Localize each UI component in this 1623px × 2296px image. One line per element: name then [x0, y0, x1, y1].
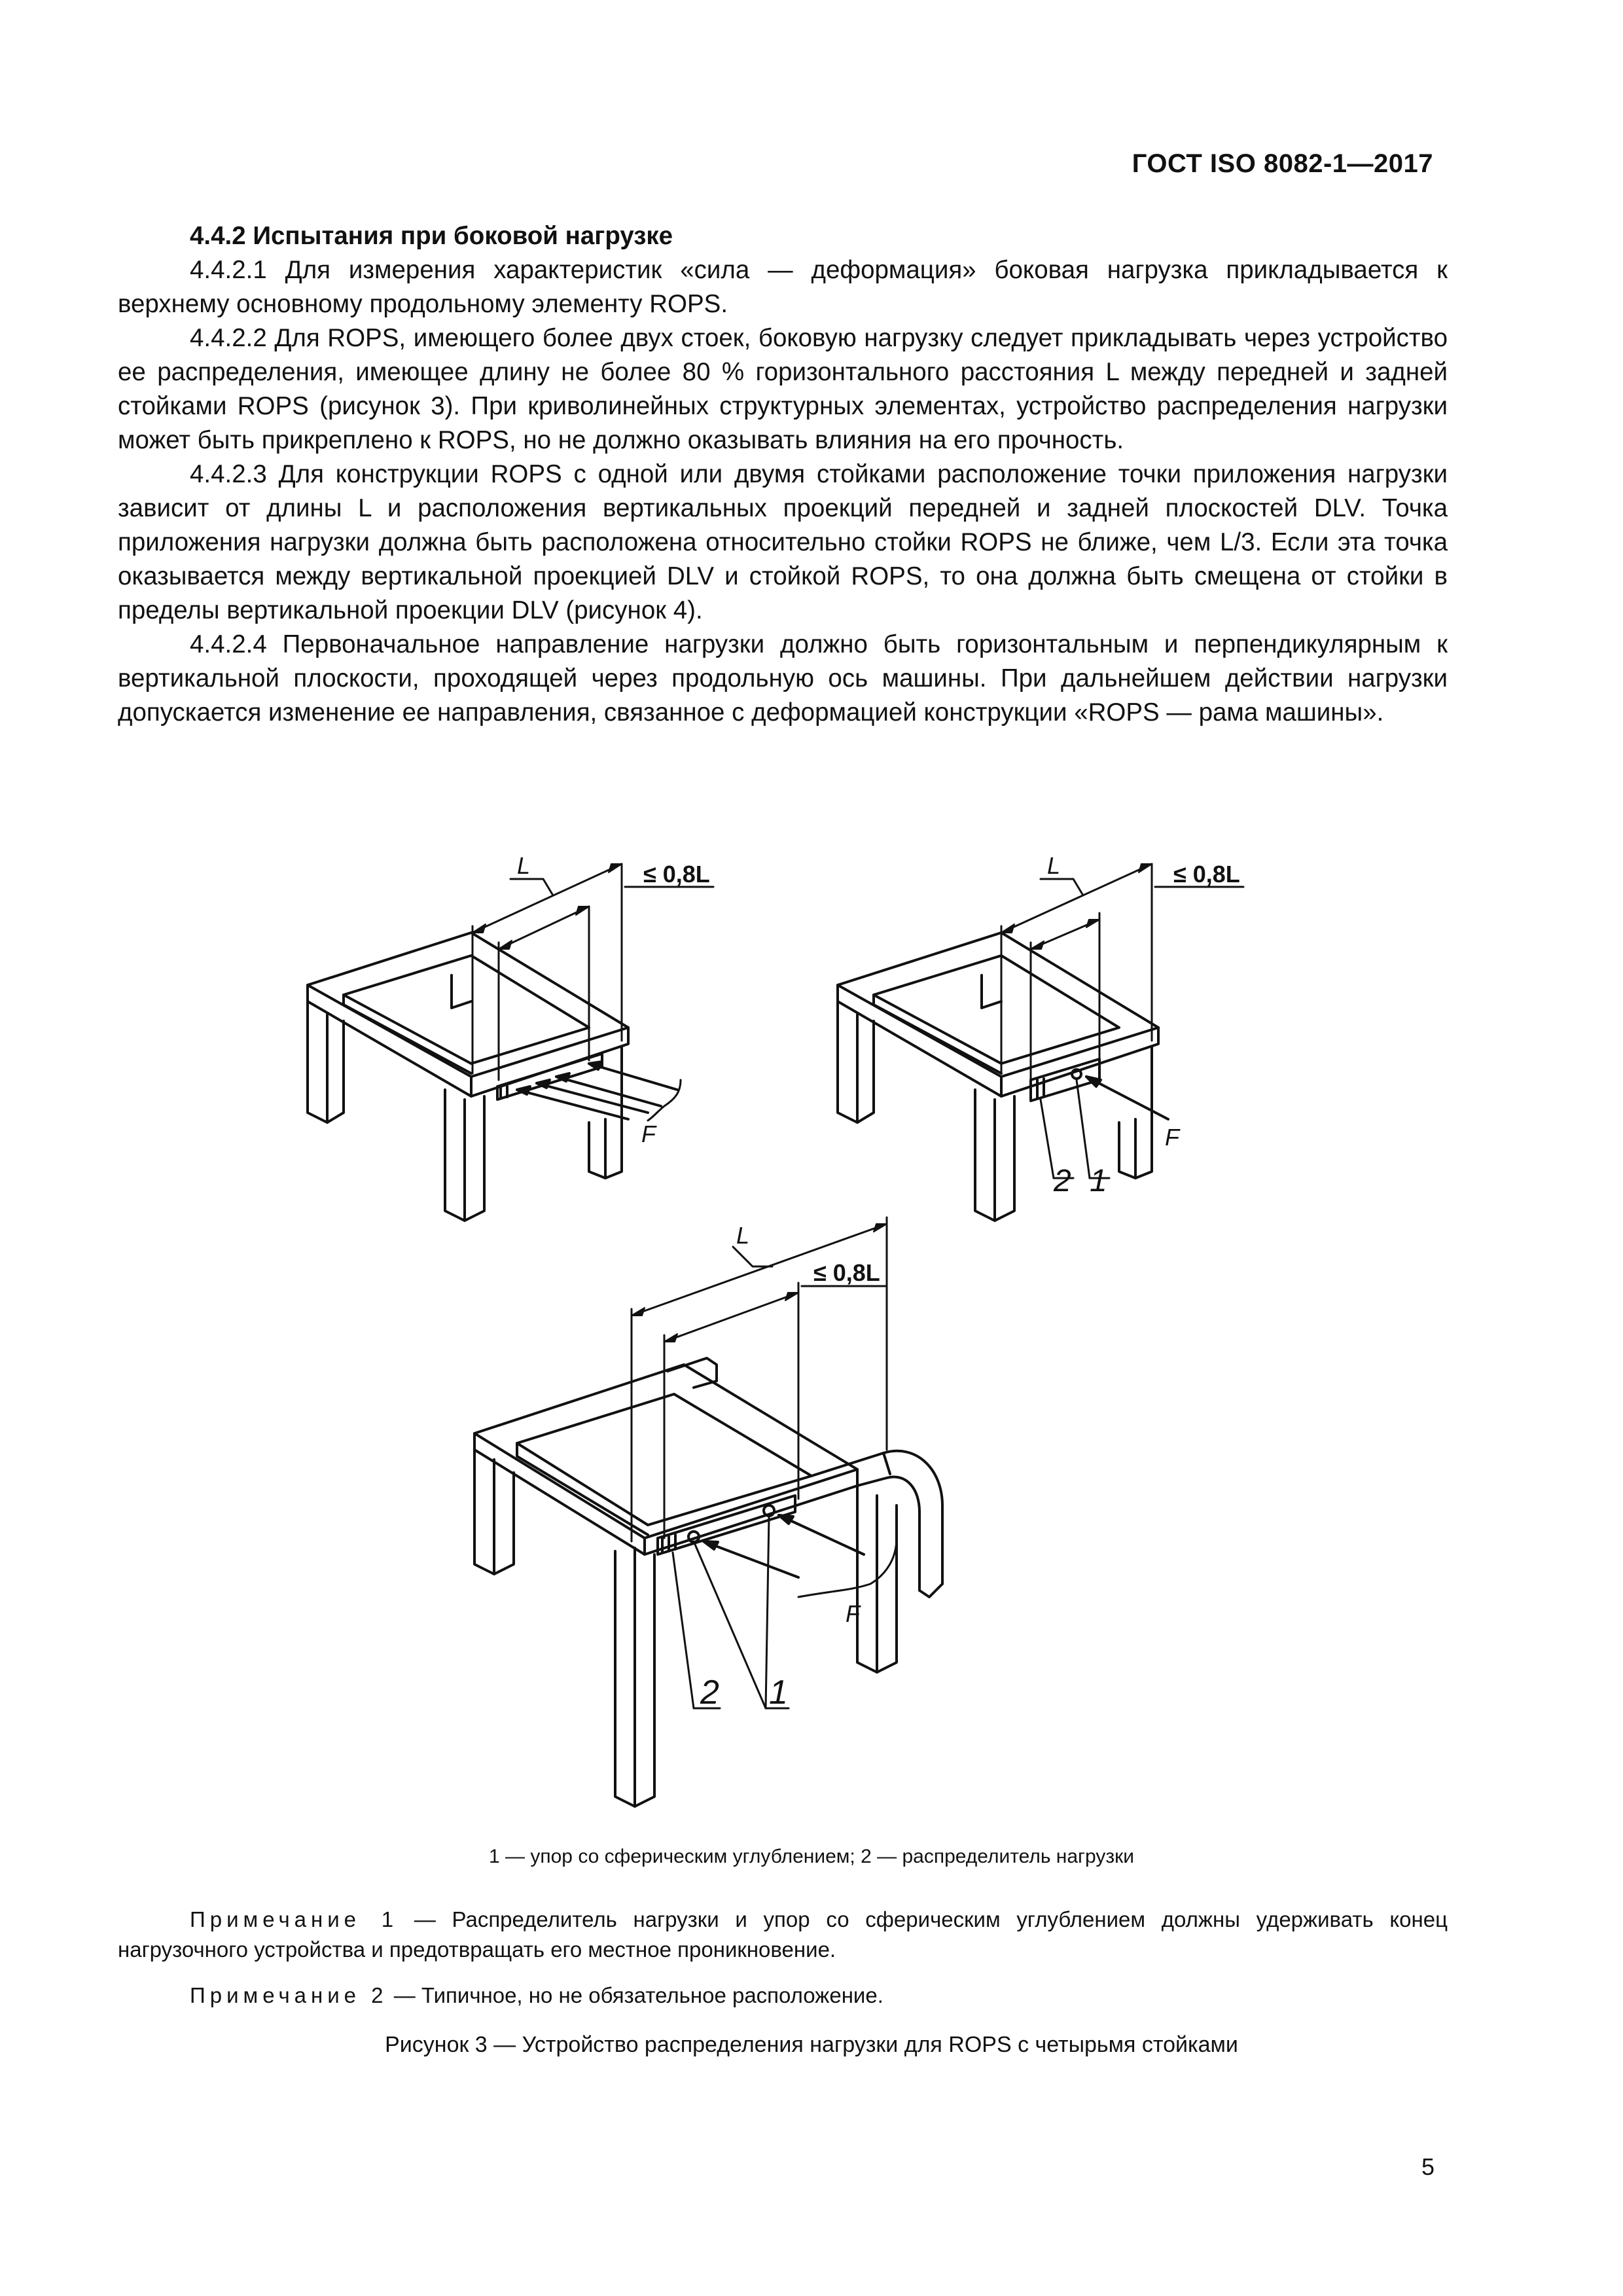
- label-08L-tr: ≤ 0,8L: [1173, 861, 1240, 888]
- paragraph-4-4-2-2: 4.4.2.2 Для ROPS, имеющего более двух стоек, боковую нагрузку следует прикладывать через устройство ее распределения, имеющее длину не более 80 % горизонтального расстояния L между передней и задней стойками ROPS (рисунок 3). При криволинейных структурных элементах, устройство распределения нагрузки может быть прикреплено к ROPS, но не должно оказывать влияния на его прочность.: [118, 324, 1448, 454]
- figure-note-2: [118, 1981, 1448, 2011]
- document-header: ГОСТ ISO 8082-1—2017: [1132, 149, 1433, 178]
- label-08L-tl: ≤ 0,8L: [643, 861, 710, 888]
- paragraph-4-4-2-4: 4.4.2.4 Первоначальное направление нагрузки должно быть горизонтальным и перпендикулярным к вертикальной плоскости, проходящей через продольную ось машины. При дальнейшем действии нагрузки допускается изменение ее направления, связанное с деформацией конструкции «ROPS — рама машины».: [118, 630, 1448, 726]
- page-number: 5: [1421, 2153, 1435, 2180]
- label-L-tr: L: [1047, 852, 1061, 879]
- label-F-tr: F: [1165, 1124, 1179, 1151]
- figure-caption: Рисунок 3 — Устройство распределения нагрузки для ROPS с четырьмя стойками: [385, 2032, 1238, 2057]
- label-F-bottom: F: [846, 1600, 860, 1627]
- label-L-tl: L: [517, 852, 531, 879]
- label-F-tl: F: [641, 1121, 656, 1147]
- figure-note-1: [118, 1905, 1448, 1965]
- label-2-bottom: 2: [700, 1674, 719, 1712]
- paragraph-4-4-2-1: 4.4.2.1 Для измерения характеристик «сила — деформация» боковая нагрузка прикладывается к верхнему основному продольному элементу ROPS.: [118, 256, 1448, 318]
- figure-legend: 1 — упор со сферическим углублением; 2 — распределитель нагрузки: [489, 1846, 1134, 1867]
- paragraph-4-4-2-3: 4.4.2.3 Для конструкции ROPS с одной или двумя стойками расположение точки приложения нагрузки зависит от длины L и расположения вертикальных проекций передней и задней плоскостей DLV. Точка приложения нагрузки должна быть расположена относительно стойки ROPS не ближе, чем L/3. Если эта точка оказывается между вертикальной проекцией DLV и стойкой ROPS, то она должна быть смещена от стойки в пределы вертикальной проекции DLV (рисунок 4).: [118, 460, 1448, 624]
- label-1-bottom: 1: [769, 1674, 788, 1712]
- label-2-tr: 2: [1054, 1164, 1071, 1198]
- label-1-tr: 1: [1090, 1164, 1107, 1198]
- label-L-bottom: L: [736, 1222, 750, 1249]
- section-title: 4.4.2 Испытания при боковой нагрузке: [190, 222, 673, 250]
- note-2-text: — Типичное, но не обязательное расположение.: [387, 1983, 883, 2007]
- label-08L-bottom: ≤ 0,8L: [813, 1259, 880, 1286]
- note-1-text: — Распределитель нагрузки и упор со сферическим углублением должны удерживать конец нагрузочного устройства и предотвращать его местное проникновение.: [118, 1907, 1448, 1962]
- note-1-label: Примечание 1: [190, 1907, 399, 1931]
- rops-drawing-top-right: [838, 852, 1243, 1221]
- rops-drawing-top-left: [308, 852, 713, 1221]
- rops-drawing-bottom: [474, 1217, 942, 1806]
- note-2-label: Примечание 2: [190, 1983, 388, 2007]
